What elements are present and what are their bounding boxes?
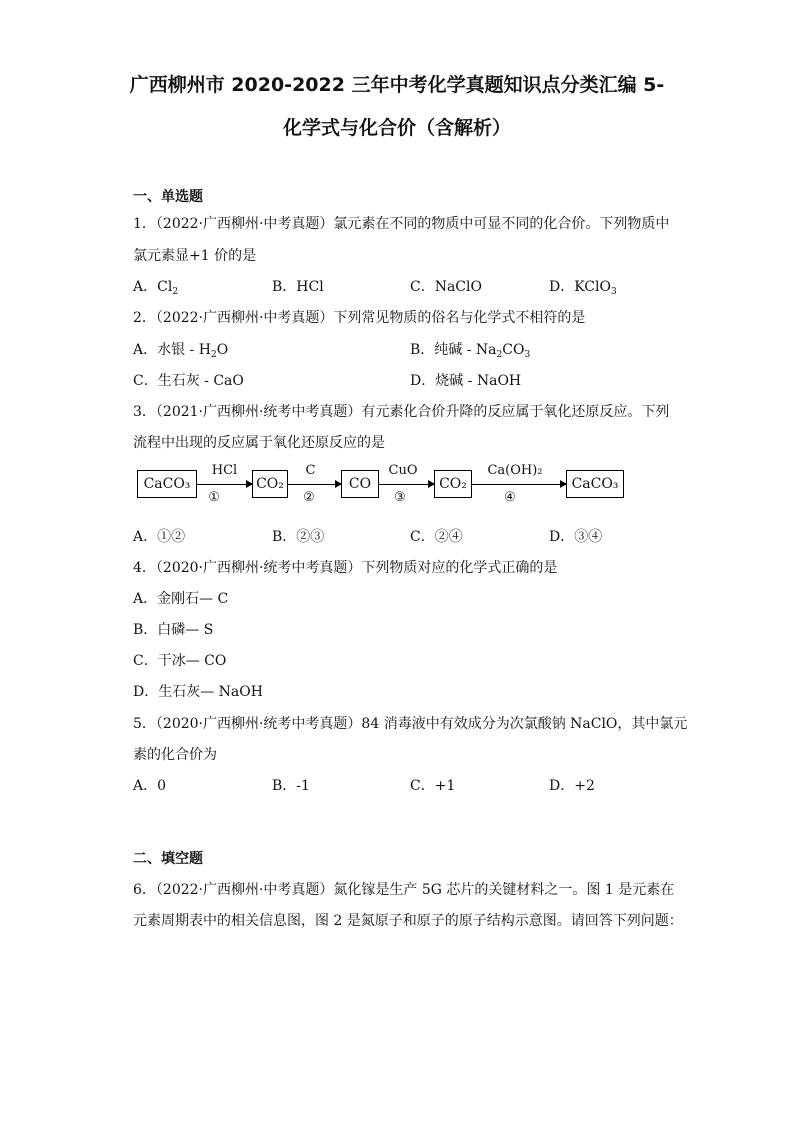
q2-option-a: A．水银 - $H_2O$ <box>133 342 229 360</box>
q2-option-c: C．生石灰 - CaO <box>133 373 244 389</box>
flow-arrow-4 <box>472 484 566 485</box>
q5-option-d: D．+2 <box>549 778 595 794</box>
question-2-text: 2．（2022·广西柳州·中考真题）下列常见物质的俗名与化学式不相符的是 <box>133 310 586 326</box>
question-3-text-cont: 流程中出现的反应属于氧化还原反应的是 <box>133 435 385 451</box>
flow-step-2: ② <box>303 490 315 505</box>
q3-option-d: D．③④ <box>549 529 603 545</box>
q2-option-b: B．纯碱 - $Na_2CO_3$ <box>410 342 531 360</box>
flow-step-3: ③ <box>394 490 406 505</box>
flow-box-caco3-start: CaCO₃ <box>137 470 197 498</box>
q3-option-c: C．②④ <box>410 529 463 545</box>
q4-option-c: C．干冰— CO <box>133 653 227 669</box>
flow-arrow-3 <box>379 484 434 485</box>
q5-option-c: C．+1 <box>410 778 456 794</box>
q1-option-d: D．KClO$_3$ <box>549 279 617 297</box>
flow-reagent-3: CuO <box>388 463 418 478</box>
flow-box-co2-1: CO₂ <box>252 470 288 498</box>
question-4-text: 4．（2020·广西柳州·统考中考真题）下列物质对应的化学式正确的是 <box>133 560 558 576</box>
document-title-line2: 化学式与化合价（含解析） <box>282 117 511 139</box>
section-heading-single-choice: 一、单选题 <box>133 189 203 205</box>
question-6-text-cont: 元素周期表中的相关信息图，图 2 是氮原子和原子的原子结构示意图。请回答下列问题： <box>133 913 683 929</box>
q4-option-d: D．生石灰— NaOH <box>133 684 263 700</box>
q2-option-d: D．烧碱 - NaOH <box>410 373 522 389</box>
flow-step-4: ④ <box>504 490 516 505</box>
flow-step-1: ① <box>208 490 220 505</box>
flow-box-caco3-end: CaCO₃ <box>566 470 624 498</box>
flow-arrow-1 <box>197 484 252 485</box>
flow-reagent-4: Ca(OH)₂ <box>487 463 543 478</box>
q5-option-b: B．-1 <box>272 778 310 794</box>
flow-reagent-1: HCl <box>211 463 238 478</box>
question-3-text: 3．（2021·广西柳州·统考中考真题）有元素化合价升降的反应属于氧化还原反应。下列 <box>133 404 670 420</box>
question-1-text: 1．（2022·广西柳州·中考真题）氯元素在不同的物质中可显不同的化合价。下列物质中 <box>133 216 670 232</box>
flow-box-co: CO <box>341 470 379 498</box>
question-6-text: 6．（2022·广西柳州·中考真题）氮化镓是生产 5G 芯片的关键材料之一。图 1 是元素在 <box>133 882 675 898</box>
q4-option-a: A．金刚石— C <box>133 591 229 607</box>
flow-reagent-2: C <box>305 463 316 478</box>
q4-option-b: B．白磷— S <box>133 622 214 638</box>
q1-option-c: C．NaClO <box>410 279 482 295</box>
q3-option-b: B．②③ <box>272 529 325 545</box>
q3-option-a: A．①② <box>133 529 186 545</box>
question-5-text-cont: 素的化合价为 <box>133 747 217 763</box>
question-5-text: 5．（2020·广西柳州·统考中考真题）84 消毒液中有效成分为次氯酸钠 NaClO，其中氯元 <box>133 716 688 732</box>
q1-option-a: A．$Cl_2$ <box>133 279 179 297</box>
question-1-text-cont: 氯元素显+1 价的是 <box>133 248 257 264</box>
q5-option-a: A．0 <box>133 778 167 794</box>
document-title-line1: 广西柳州市 2020-2022 三年中考化学真题知识点分类汇编 5- <box>129 74 665 96</box>
flow-arrow-2 <box>288 484 341 485</box>
section-heading-fill-blank: 二、填空题 <box>133 851 203 867</box>
q1-option-b: B．HCl <box>272 279 324 295</box>
flow-box-co2-2: CO₂ <box>434 470 472 498</box>
